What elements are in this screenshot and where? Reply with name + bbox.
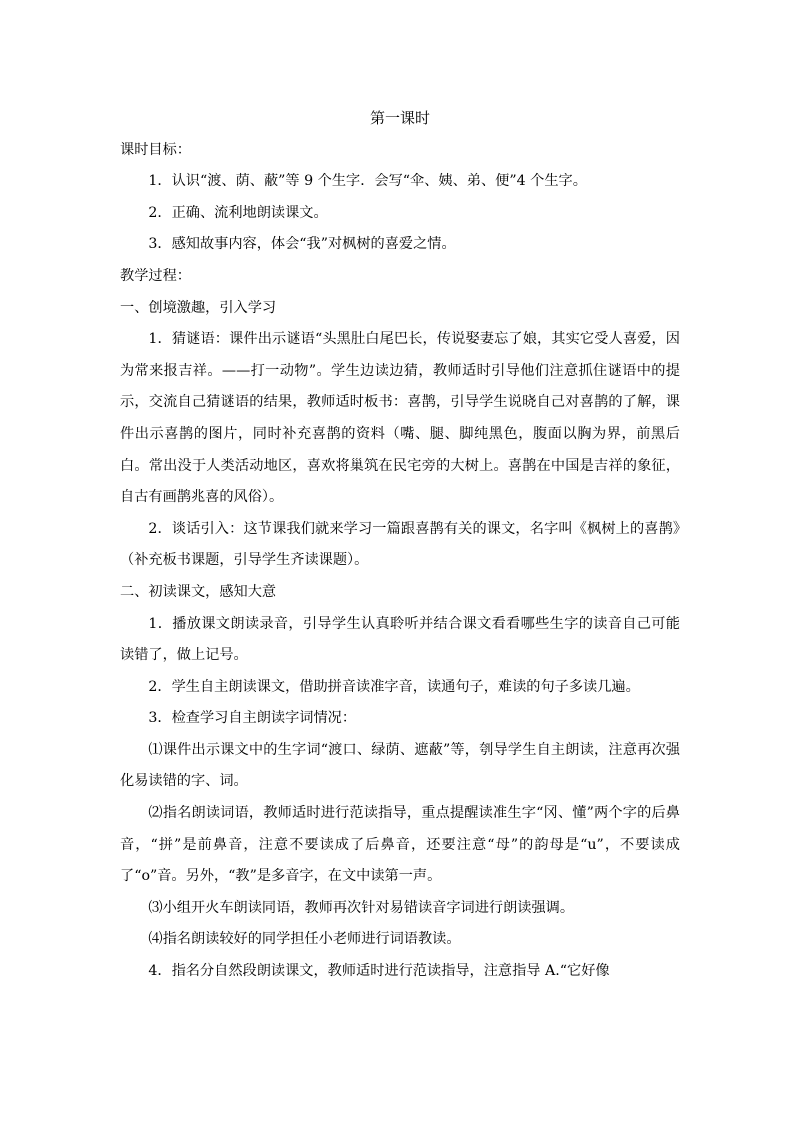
section-2-subitem-4: ⑷指名朗读较好的同学担任小老师进行词语教读。 [148,931,461,948]
section-2-subitem-1: ⑴课件出示课文中的生字词“渡口、绿荫、遮蔽”等，刳导学生自主朗读，注意再次强化易读错的字、词。 [120,741,680,790]
section-1-heading: 一、创境激趣，引入学习 [120,299,277,316]
goal-item-3: 3．感知故事内容，体会“我”对枫树的喜爱之情。 [148,236,456,253]
process-heading: 教学过程： [120,267,191,284]
section-2-subitem-2: ⑵指名朗读词语，教师适时进行范读指导，重点提醒读准生字“冈、懂”两个字的后鼻音，“拼”是前鼻音，注意不要读成了后鼻音，还要注意“母”的韵母是“u”，不要读成了“o”音。另外，“教”是多音字，在文中读第一声。 [120,805,680,885]
section-2-item-1: 1．播放课文朗读录音，引导学生认真聆听并结合课文看看哪些生字的读音自己可能读错了，做上记号。 [120,615,680,664]
goals-heading: 课时目标： [120,141,191,158]
section-1-item-1: 1．猜谜语：课件出示谜语“头黑肚白尾巴长，传说娶妻忘了娘，其实它受人喜爱，因为常来报吉祥。——打一动物”。学生边读边猜，教师适时引导他们注意抓住谜语中的提示，交流自己猜谜语的结果，教师适时板书：喜鹊，引导学生说晓自己对喜鹊的了解，课件出示喜鹊的图片，同时补充喜鹊的资料（嘴、腿、脚纯黑色，腹面以胸为界，前黑后白。常出没于人类活动地区，喜欢将巢筑在民宅旁的大树上。喜鹊在中国是吉祥的象征，自古有画鹊兆喜的风俗）。 [120,331,680,506]
page-title: 第一课时 [369,109,430,127]
goal-item-2: 2．正确、流利地朗读课文。 [148,204,328,221]
section-2-item-2: 2．学生自主朗读课文，借助拼音读准字音，读通句子，难读的句子多读几遍。 [148,678,640,695]
section-2-item-3: 3．检查学习自主朗读字词情况： [148,710,357,727]
section-2-heading: 二、初读课文，感知大意 [120,583,277,600]
section-2-item-4: 4．指名分自然段朗读课文，教师适时进行范读指导，注意指导 A.“它好像 [148,963,610,980]
section-1-item-2: 2．谈话引入：这节课我们就来学习一篇跟喜鹊有关的课文，名字叫《枫树上的喜鹊》（补充板书课题，引导学生齐读课题）。 [120,520,680,569]
section-2-subitem-3: ⑶小组开火车朗读同语，教师再次针对易错读音字词进行朗读强调。 [148,899,575,916]
goal-item-1: 1．认识“渡、荫、蔽”等 9 个生字．会写“伞、姨、弟、便”4 个生字。 [148,173,587,190]
lesson-plan-body [120,103,680,988]
